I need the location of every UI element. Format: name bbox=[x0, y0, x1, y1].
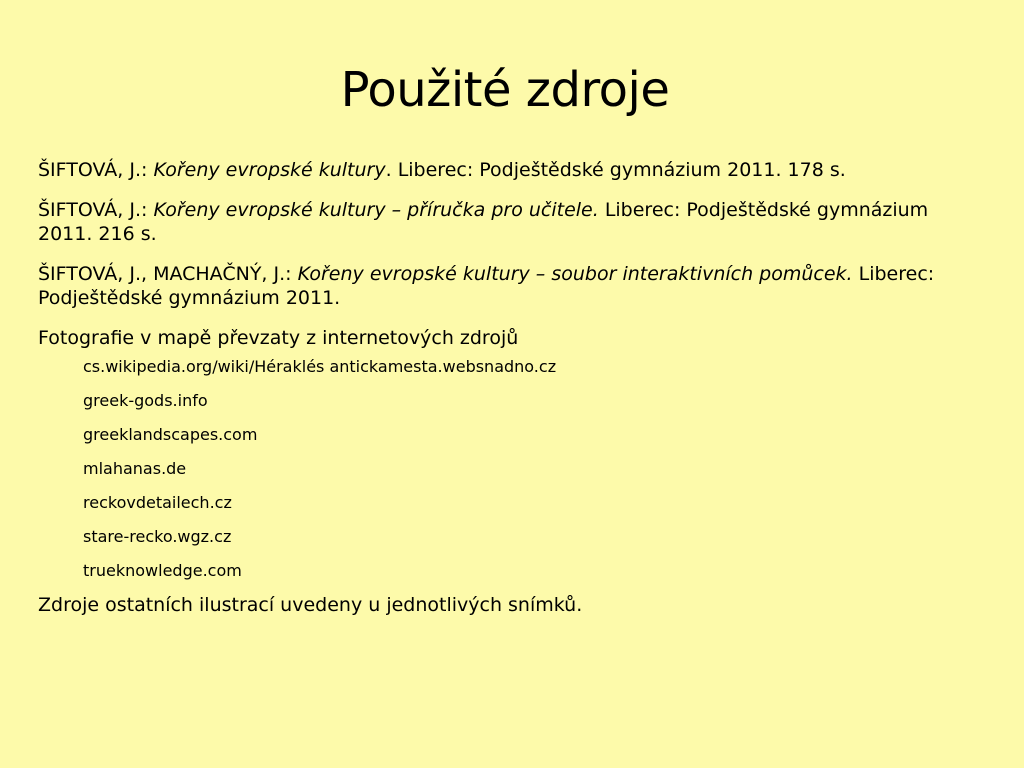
reference-2-publisher: Liberec: Podještědské gymnázium 2011. 216 s. bbox=[38, 199, 929, 245]
photos-intro: Fotografie v mapě převzaty z internetových zdrojů bbox=[38, 327, 519, 349]
website-item: mlahanas.de bbox=[83, 459, 187, 478]
website-item: reckovdetailech.cz bbox=[83, 493, 232, 512]
reference-1 bbox=[38, 158, 978, 182]
reference-3 bbox=[38, 262, 978, 310]
reference-1-publisher: . Liberec: Podještědské gymnázium 2011. 178 s. bbox=[385, 159, 846, 181]
website-item: greeklandscapes.com bbox=[83, 425, 258, 444]
reference-1-authors: ŠIFTOVÁ, J.: bbox=[38, 159, 154, 181]
reference-3-authors: ŠIFTOVÁ, J., MACHAČNÝ, J.: bbox=[38, 263, 298, 285]
reference-2 bbox=[38, 198, 978, 246]
sources-body bbox=[38, 158, 978, 633]
slide-title: Použité zdroje bbox=[340, 62, 670, 118]
reference-3-title: Kořeny evropské kultury – soubor interaktivních pomůcek. bbox=[297, 263, 853, 285]
reference-2-authors: ŠIFTOVÁ, J.: bbox=[38, 199, 154, 221]
website-item: stare-recko.wgz.cz bbox=[83, 527, 232, 546]
reference-3-publisher: Liberec: Podještědské gymnázium 2011. bbox=[38, 263, 935, 309]
footer-note: Zdroje ostatních ilustrací uvedeny u jednotlivých snímků. bbox=[38, 594, 583, 616]
website-list bbox=[83, 357, 978, 581]
reference-1-title: Kořeny evropské kultury bbox=[153, 159, 386, 181]
website-item: trueknowledge.com bbox=[83, 561, 242, 580]
website-item: greek-gods.info bbox=[83, 391, 208, 410]
reference-2-title: Kořeny evropské kultury – příručka pro učitele. bbox=[153, 199, 599, 221]
website-item: cs.wikipedia.org/wiki/Héraklés antickamesta.websnadno.cz bbox=[83, 357, 557, 376]
